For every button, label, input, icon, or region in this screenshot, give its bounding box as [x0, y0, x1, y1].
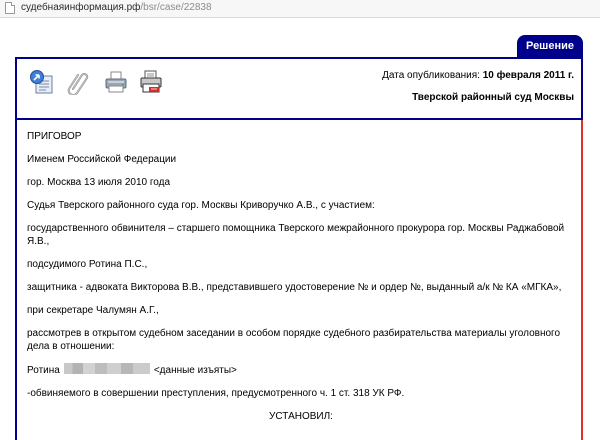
tab-decision[interactable]: Решение	[517, 35, 583, 57]
back-to-list-icon[interactable]	[29, 69, 55, 95]
url-path: /bsr/case/22838	[140, 2, 212, 13]
publication-date-value: 10 февраля 2011 г.	[482, 70, 574, 81]
doc-paragraph: государственного обвинителя – старшего помощника Тверского межрайонного прокурора гор. Москвы Раджабовой Я.В.,	[27, 223, 565, 247]
printer-icon[interactable]	[103, 69, 129, 95]
document-header	[15, 57, 583, 120]
url-host: судебнаяинформация.рф	[21, 2, 141, 13]
doc-paragraph-defendant	[27, 363, 575, 377]
doc-paragraph: Судья Тверского районного суда гор. Москвы Криворучко А.В., с участием:	[27, 200, 375, 211]
defendant-name: Ротина	[27, 365, 60, 376]
doc-paragraph: подсудимого Ротина П.С.,	[27, 259, 148, 270]
doc-paragraph: гор. Москва 13 июля 2010 года	[27, 177, 171, 188]
redacted-label: <данные изъяты>	[153, 365, 237, 376]
doc-paragraph: -обвиняемого в совершении преступления, предусмотренного ч. 1 ст. 318 УК РФ.	[27, 388, 405, 399]
publication-date	[382, 70, 574, 81]
page-icon	[5, 2, 15, 14]
redacted-blur	[64, 363, 150, 374]
doc-heading-established: УСТАНОВИЛ:	[269, 411, 333, 422]
court-name: Тверской районный суд Москвы	[412, 92, 574, 103]
doc-paragraph: Именем Российской Федерации	[27, 154, 177, 165]
url-text[interactable]	[21, 2, 212, 13]
print-preview-icon[interactable]	[139, 69, 165, 95]
doc-paragraph: при секретаре Чалумян А.Г.,	[27, 305, 159, 316]
paperclip-icon[interactable]	[64, 69, 90, 95]
document-body	[15, 120, 583, 440]
publication-date-label: Дата опубликования:	[382, 70, 480, 81]
address-bar[interactable]	[0, 0, 600, 18]
doc-paragraph: защитника - адвоката Викторова В.В., представившего удостоверение № и ордер №, выданный а/к № КА «МГКА»,	[27, 282, 562, 293]
doc-title: ПРИГОВОР	[27, 131, 82, 142]
doc-paragraph: рассмотрев в открытом судебном заседании в особом порядке судебного разбирательства материалы уголовного дела в отношении:	[27, 328, 561, 352]
document-text	[27, 130, 575, 433]
